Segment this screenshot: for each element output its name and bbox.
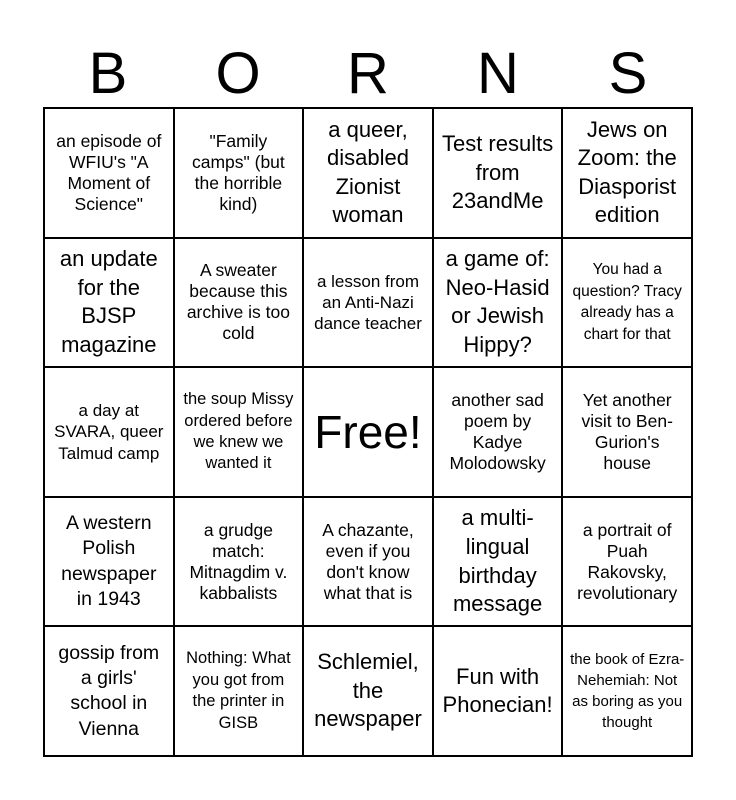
header-letter-n: N: [477, 41, 519, 106]
bingo-cell[interactable]: A sweater because this archive is too cold: [174, 238, 304, 368]
bingo-cell[interactable]: Nothing: What you got from the printer in GISB: [174, 626, 304, 756]
header-letter-s: S: [608, 41, 648, 106]
free-space[interactable]: Free!: [303, 367, 433, 497]
bingo-cell[interactable]: A chazante, even if you don't know what that is: [303, 497, 433, 627]
bingo-grid: [43, 107, 693, 757]
bingo-cell[interactable]: "Family camps" (but the horrible kind): [174, 108, 304, 238]
bingo-cell[interactable]: Jews on Zoom: the Diasporist edition: [562, 108, 692, 238]
bingo-cell[interactable]: a game of: Neo-Hasid or Jewish Hippy?: [433, 238, 563, 368]
bingo-cell[interactable]: a queer, disabled Zionist woman: [303, 108, 433, 238]
bingo-cell[interactable]: gossip from a girls' school in Vienna: [44, 626, 174, 756]
bingo-cell[interactable]: a grudge match: Mitnagdim v. kabbalists: [174, 497, 304, 627]
bingo-cell[interactable]: A western Polish newspaper in 1943: [44, 497, 174, 627]
bingo-cell[interactable]: the book of Ezra-Nehemiah: Not as boring as you thought: [562, 626, 692, 756]
bingo-cell[interactable]: You had a question? Tracy already has a chart for that: [562, 238, 692, 368]
header-letter-r: R: [347, 41, 389, 106]
bingo-cell[interactable]: Fun with Phonecian!: [433, 626, 563, 756]
bingo-cell[interactable]: another sad poem by Kadye Molodowsky: [433, 367, 563, 497]
bingo-cell[interactable]: an update for the BJSP magazine: [44, 238, 174, 368]
header-letter-b: B: [88, 41, 128, 106]
header-letter-o: O: [215, 41, 261, 106]
bingo-cell[interactable]: a day at SVARA, queer Talmud camp: [44, 367, 174, 497]
bingo-header: [43, 40, 693, 108]
bingo-cell[interactable]: a multi-lingual birthday message: [433, 497, 563, 627]
bingo-cell[interactable]: a portrait of Puah Rakovsky, revolutionary: [562, 497, 692, 627]
bingo-cell[interactable]: Yet another visit to Ben-Gurion's house: [562, 367, 692, 497]
bingo-cell[interactable]: an episode of WFIU's "A Moment of Science": [44, 108, 174, 238]
bingo-cell[interactable]: the soup Missy ordered before we knew we wanted it: [174, 367, 304, 497]
bingo-cell[interactable]: a lesson from an Anti-Nazi dance teacher: [303, 238, 433, 368]
bingo-cell[interactable]: Schlemiel, the newspaper: [303, 626, 433, 756]
bingo-cell[interactable]: Test results from 23andMe: [433, 108, 563, 238]
